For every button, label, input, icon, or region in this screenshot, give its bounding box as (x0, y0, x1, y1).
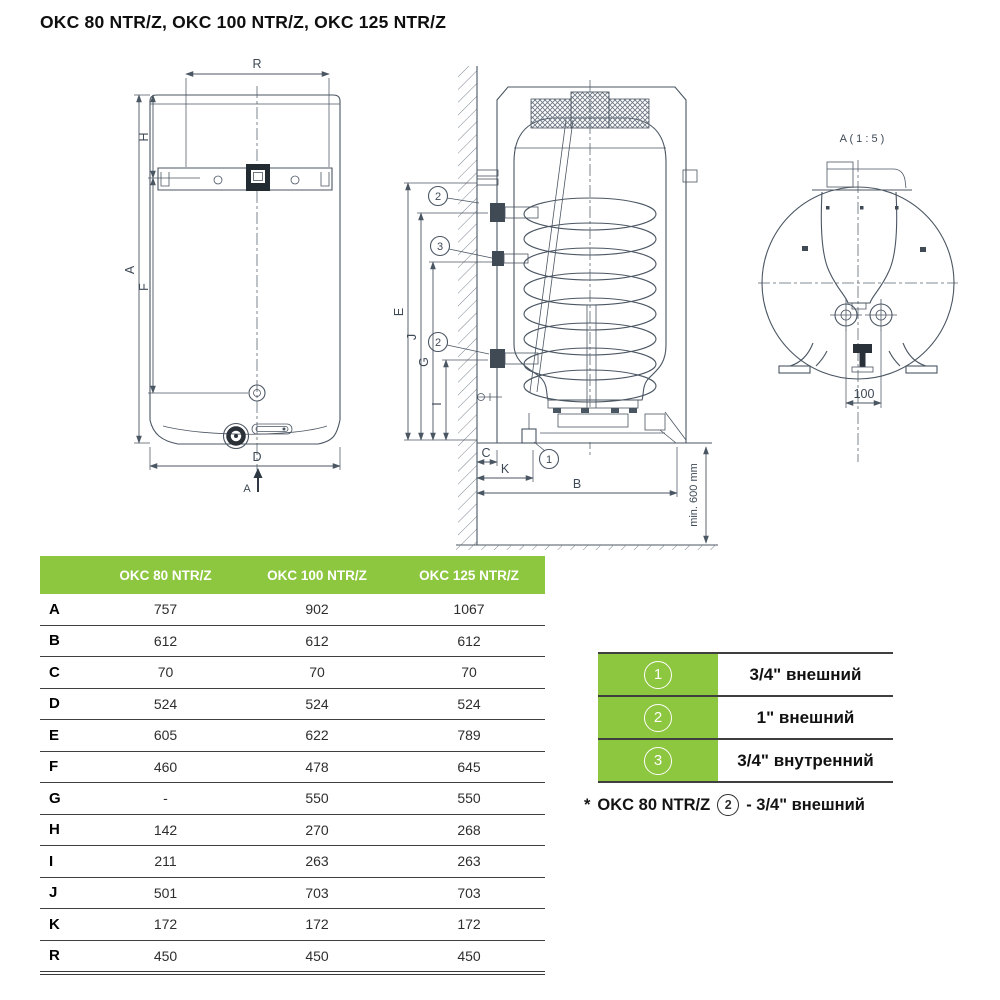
dim-label-r: R (252, 57, 262, 71)
legend-row (598, 654, 893, 697)
footnote-marker: * (584, 795, 591, 814)
connections-legend (598, 652, 893, 783)
cell-value: 172 (457, 916, 481, 933)
table-row (40, 878, 545, 910)
cell-value: 550 (305, 790, 329, 807)
callout-1-badge: 1 (644, 661, 672, 689)
callout-1: 1 (545, 454, 553, 466)
row-label: J (49, 884, 58, 902)
dim-label-i: I (430, 402, 444, 406)
row-label: F (49, 758, 59, 776)
cell-value: - (163, 790, 168, 807)
row-label: A (49, 600, 60, 618)
technical-drawings (0, 40, 1000, 550)
cell-value: 450 (457, 947, 481, 964)
cell-value: 605 (153, 727, 178, 744)
cell-value: 703 (457, 884, 481, 901)
cell-value: 524 (457, 695, 481, 712)
callout-2-upper: 2 (434, 191, 442, 203)
wall (458, 66, 477, 545)
dim-label-f: F (137, 283, 151, 291)
cell-value: 270 (305, 821, 329, 838)
view-direction-arrow (254, 468, 263, 478)
cell-value: 263 (457, 853, 481, 870)
footnote-callout-2-badge: 2 (717, 794, 739, 816)
table-row (40, 657, 545, 689)
connection-right (683, 170, 697, 182)
legend-description: 3/4" внешний (749, 664, 862, 684)
cell-value: 612 (457, 632, 481, 649)
cell-value: 263 (305, 853, 329, 870)
legend-number-cell (598, 697, 718, 738)
cell-value: 902 (305, 601, 329, 618)
detail-dimension-100 (846, 330, 881, 408)
callout-3: 3 (436, 241, 444, 253)
cell-value: 612 (305, 632, 329, 649)
dim-label-g: G (417, 357, 431, 367)
column-header-okc-80: OKC 80 NTR/Z (119, 567, 212, 583)
callout-2-badge: 2 (644, 704, 672, 732)
tank-outline (150, 86, 340, 470)
cell-value: 450 (153, 947, 178, 964)
dim-label-100: 100 (853, 387, 875, 401)
row-label: C (49, 663, 60, 681)
cell-value: 612 (153, 632, 178, 649)
legend-row (598, 740, 893, 783)
footnote (584, 794, 865, 816)
table-row (40, 689, 545, 721)
table-row (40, 594, 545, 626)
cell-value: 70 (461, 664, 477, 681)
heating-element (587, 305, 596, 410)
cell-value: 645 (457, 758, 481, 775)
cell-value: 172 (305, 916, 329, 933)
dim-label-j: J (405, 333, 419, 341)
dim-label-clearance: min. 600 mm (688, 463, 700, 527)
center-stand (853, 344, 872, 353)
dim-label-a: A (123, 265, 137, 275)
legend-description: 1" внешний (756, 707, 855, 727)
cell-value: 70 (309, 664, 325, 681)
flange-insulation-right (609, 99, 649, 128)
table-row (40, 815, 545, 847)
row-label: D (49, 695, 60, 713)
table-row (40, 720, 545, 752)
row-label: G (49, 789, 61, 807)
row-label: E (49, 726, 60, 744)
bottom-cap (150, 420, 340, 449)
row-label: K (49, 915, 60, 933)
table-row (40, 941, 545, 972)
column-header-okc-100: OKC 100 NTR/Z (267, 567, 367, 583)
bottom-connections (830, 299, 897, 331)
dimensions-table (40, 556, 545, 975)
inner-shell (821, 192, 896, 303)
cell-value: 524 (305, 695, 329, 712)
footnote-model: OKC 80 NTR/Z (597, 795, 711, 814)
dim-label-b: B (572, 477, 582, 491)
cell-value: 524 (153, 695, 178, 712)
dim-label-h: H (137, 132, 151, 142)
cell-value: 172 (153, 916, 178, 933)
cell-value: 478 (305, 758, 329, 775)
detail-view-a (758, 133, 958, 462)
cell-value: 622 (305, 727, 329, 744)
dim-label-k: K (500, 462, 510, 476)
cell-value: 757 (153, 601, 178, 618)
cell-value: 789 (457, 727, 481, 744)
page-title: OKC 80 NTR/Z, OKC 100 NTR/Z, OKC 125 NTR/Z (40, 12, 447, 32)
cell-value: 501 (153, 884, 178, 901)
bottom-housing (802, 162, 926, 309)
flange-insulation-left (531, 99, 571, 128)
view-arrow-label: A (243, 483, 251, 495)
dim-label-d: D (252, 450, 262, 464)
cell-value: 550 (457, 790, 481, 807)
row-label: H (49, 821, 60, 839)
column-header-okc-125: OKC 125 NTR/Z (419, 567, 519, 583)
row-label: B (49, 632, 60, 650)
table-row (40, 909, 545, 941)
table-row (40, 783, 545, 815)
cell-value: 142 (153, 821, 178, 838)
mounting-bracket (158, 164, 332, 191)
legend-number-cell (598, 654, 718, 695)
table-row (40, 752, 545, 784)
callout-3-badge: 3 (644, 747, 672, 775)
cell-value: 211 (154, 853, 177, 870)
table-row (40, 846, 545, 878)
tank-base (540, 400, 686, 443)
callout-2-lower: 2 (434, 337, 442, 349)
section-view (392, 66, 718, 550)
front-view (123, 57, 340, 495)
connection-3 (492, 251, 504, 266)
table-row (40, 626, 545, 658)
cell-value: 70 (157, 664, 174, 681)
dim-label-e: E (392, 307, 406, 317)
cell-value: 268 (457, 821, 481, 838)
floor (456, 443, 718, 550)
cell-value: 460 (153, 758, 178, 775)
legend-number-cell (598, 740, 718, 781)
legend-row (598, 697, 893, 740)
cell-value: 1067 (453, 601, 485, 618)
legend-description: 3/4" внутренний (737, 750, 874, 770)
connection-2-upper (490, 203, 505, 222)
row-label: I (49, 852, 54, 870)
dimensions-table-header (40, 556, 545, 594)
cell-value: 450 (305, 947, 329, 964)
row-label: R (49, 947, 60, 965)
drain-valve (522, 429, 536, 443)
footnote-text: - 3/4" внешний (746, 795, 865, 814)
connection-2-lower (490, 349, 505, 368)
cell-value: 703 (305, 884, 329, 901)
dim-label-c: C (481, 446, 491, 460)
detail-view-title: A ( 1 : 5 ) (839, 133, 885, 145)
